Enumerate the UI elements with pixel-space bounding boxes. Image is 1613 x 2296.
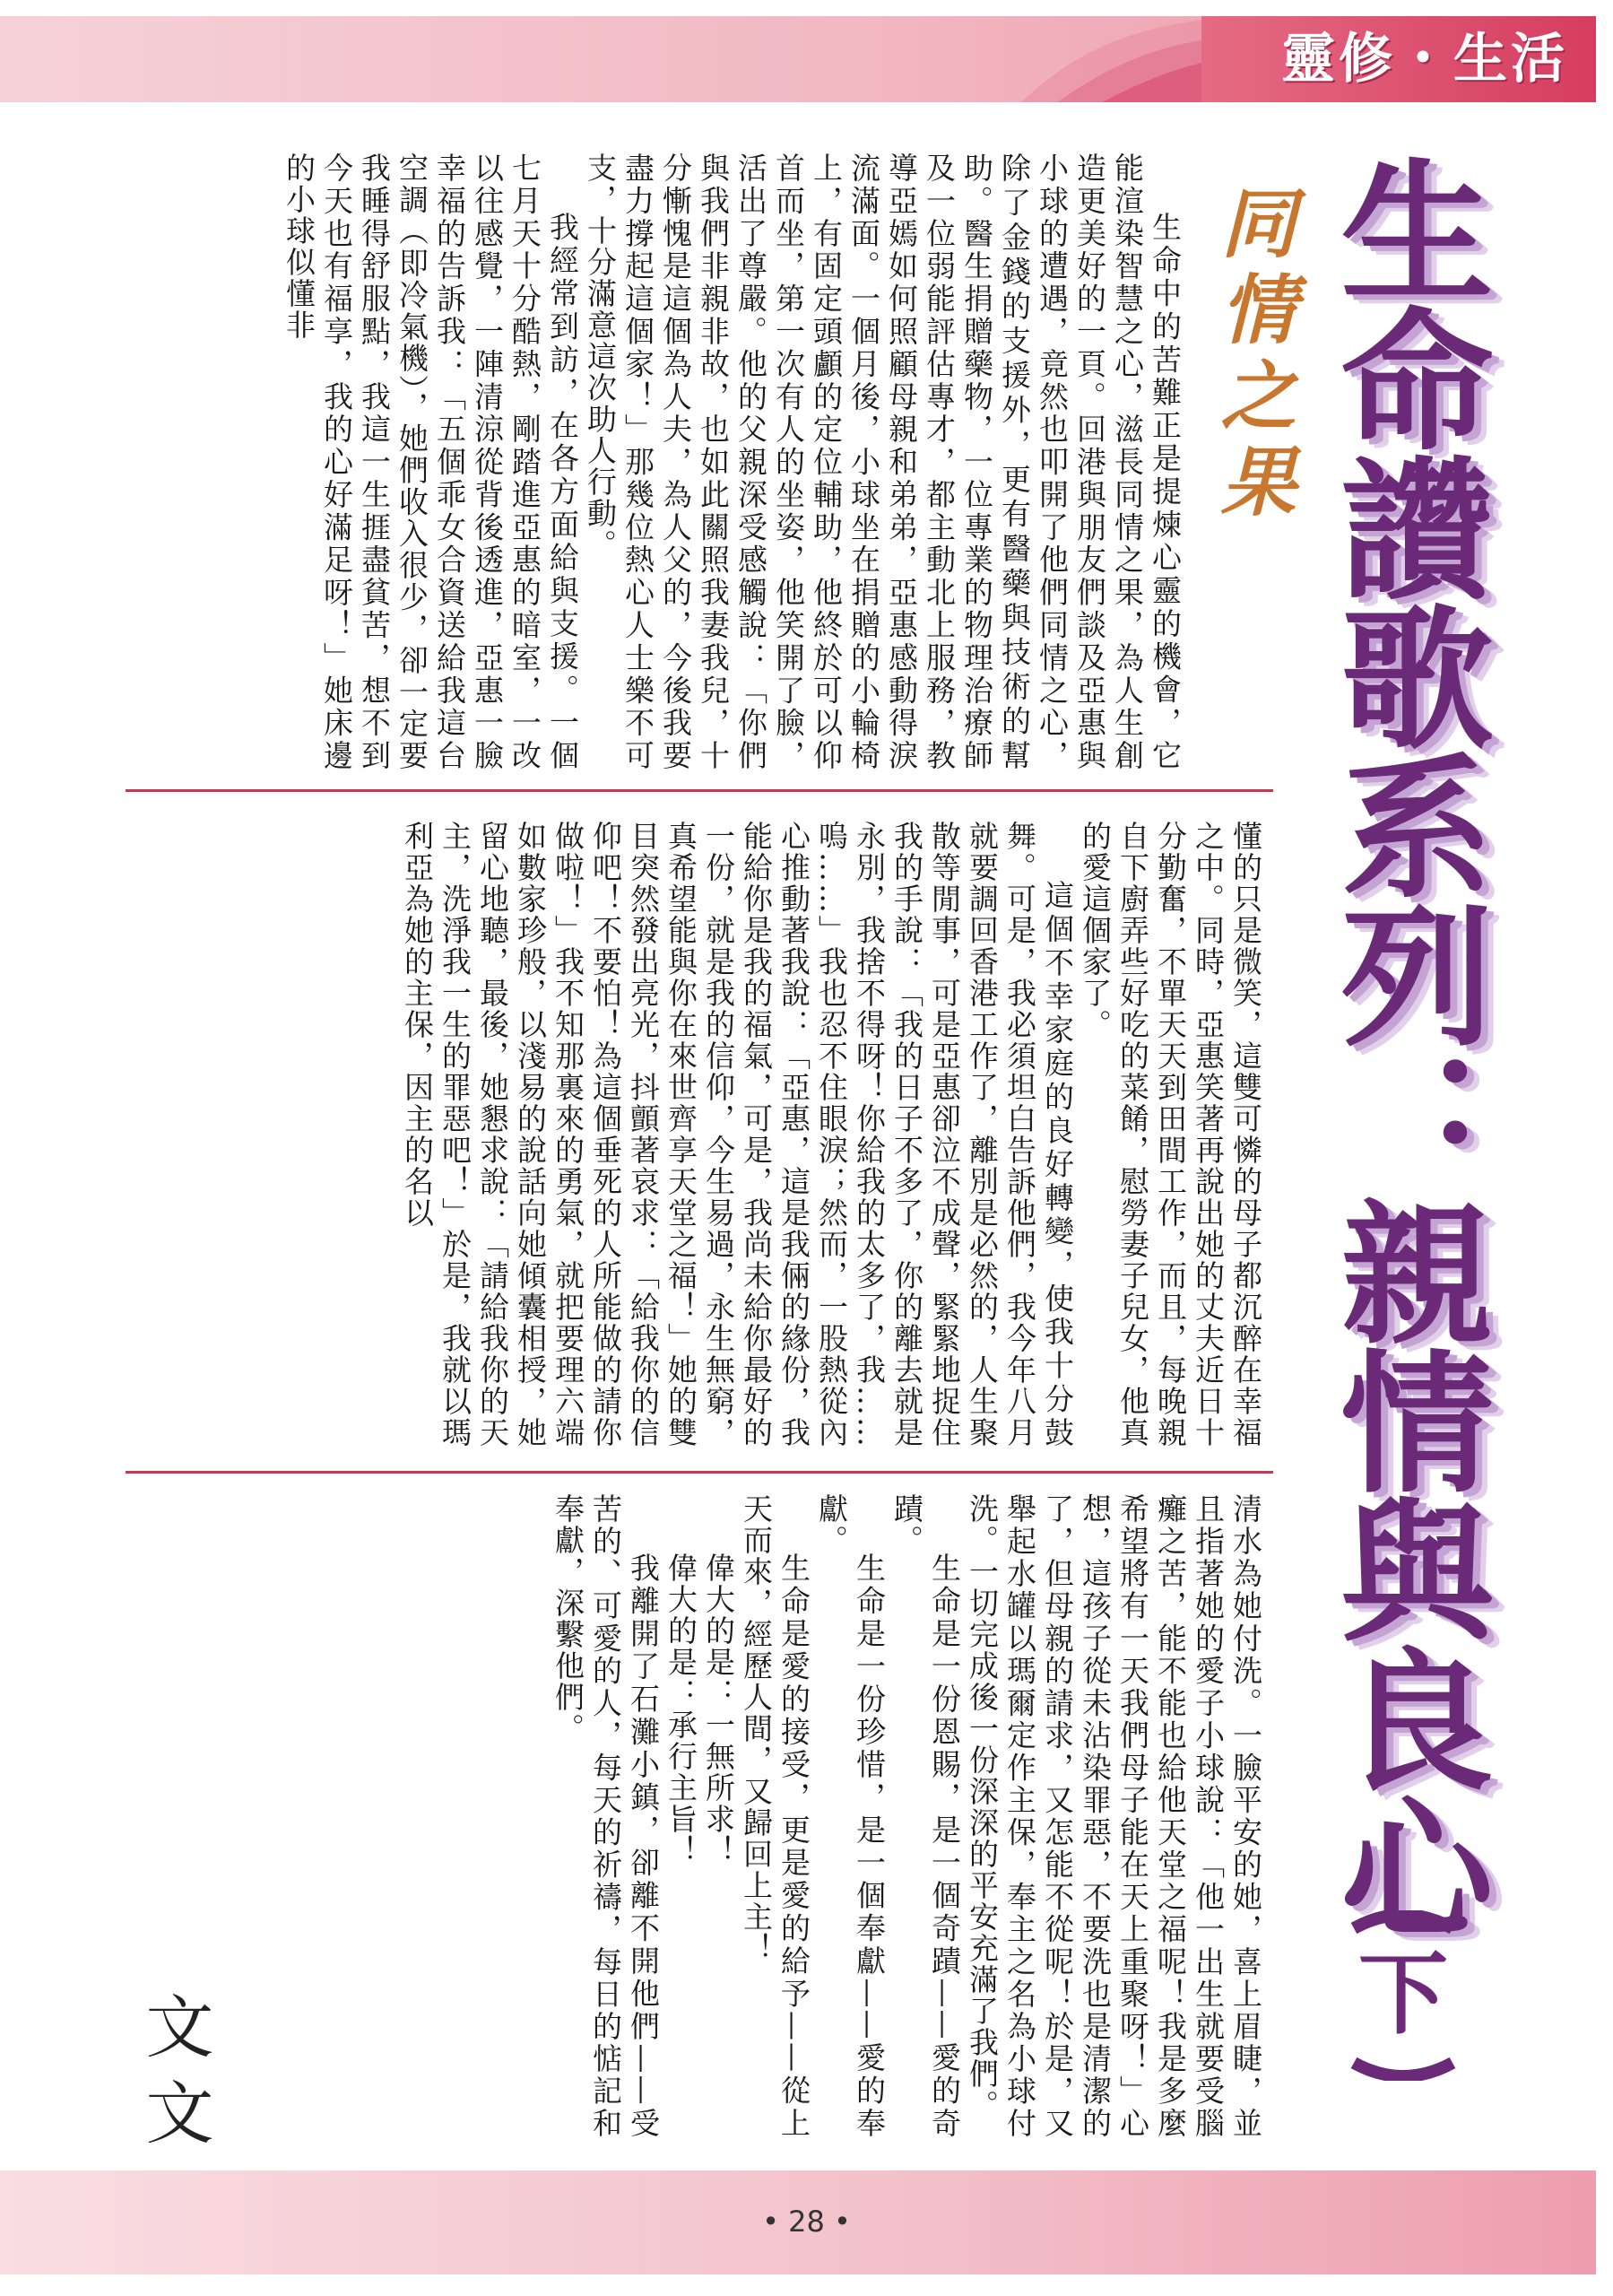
article-subtitle: 同情之果 (1209, 184, 1297, 528)
paragraph: 生命是一份恩賜，是一個奇蹟——愛的奇蹟。 (889, 1493, 962, 2139)
title-paren-text: 下 (1358, 1942, 1448, 2047)
title-paren-decoration (1336, 1910, 1470, 2081)
paragraph: 我離開了石灘小鎮，卻離不開他們——受苦的、可愛的人，每天的祈禱，每日的惦記和奉獻，深繫他們。 (551, 1493, 661, 2139)
paragraph: 生命是愛的接受，更是愛的給予——從上天而來，經歷人間，又歸回上主！ (739, 1493, 811, 2139)
section-divider (126, 1471, 1273, 1474)
section-title: 靈修・生活 (1281, 28, 1568, 91)
paragraph: 生命中的苦難正是提煉心靈的機會，它能渲染智慧之心，滋長同情之果，為人生創造更美好的一頁。回港與朋友們談及亞惠與小球的遭遇，竟然也叩開了他們同情之心，除了金錢的支援外，更有醫藥與技術的幫助。醫生捐贈藥物，一位專業的物理治療師及一位弱能評估專才，都主動北上服務，教導亞嫣如何照顧母親和弟弟，亞惠感動得淚流滿面。一個月後，小球坐在捐贈的小輪椅上，有固定頭顱的定位輔助，他終於可以仰首而坐，第一次有人的坐姿，他笑開了臉，活出了尊嚴。他的父親深受感觸說：「你們與我們非親非故，也如此關照我妻我兒，十分慚愧是這個為人夫，為人父的，今後我要盡力撐起這個家！」那幾位熱心人士樂不可支，十分滿意這次助人行動。 (583, 152, 1183, 771)
paragraph: 懂的只是微笑，這雙可憐的母子都沉醉在幸福之中。同時，亞惠笑著再說出她的丈夫近日十分勤奮，不單天天到田間工作，而且，每晚親自下廚弄些好吃的菜餚，慰勞妻子兒女，他真的愛這個家了。 (1078, 821, 1263, 1448)
section-divider (126, 789, 1273, 792)
page-number: • 28 • (762, 2205, 851, 2239)
paragraph: 清水為她付洗。一臉平安的她，喜上眉睫，並且指著她的愛子小球說：「他一出生就要受腦癱之苦，能不能也給他天堂之福呢！我是多麼希望將有一天我們母子能在天上重聚呀！」心想，這孩子從未沾染罪惡，不要洗也是清潔的了，但母親的請求，又怎能不從呢！於是，又舉起水罐以瑪爾定作主保，奉主之名為小球付洗。一切完成後一份深深的平安充滿了我們。 (965, 1493, 1263, 2139)
body-section-2 (143, 821, 1264, 1448)
article-title: 生命讚歌系列：親情與良心 (1314, 152, 1492, 1939)
paragraph: 我經常到訪，在各方面給與支援。一個七月天十分酷熱，剛踏進亞惠的暗室，一改以往感覺，一陣清涼從背後透進，亞惠一臉幸福的告訴我：「五個乖女合資送給我這台空調（即冷氣機），她們收入很少，卻一定要我睡得舒服點，我這一生捱盡貧苦，想不到今天也有福享，我的心好滿足呀！」她床邊的小球似懂非 (282, 152, 580, 771)
author-name: 文文 (134, 1991, 214, 2163)
paragraph: 生命是一份珍惜，是一個奉獻——愛的奉獻。 (814, 1493, 887, 2139)
paragraph: 偉大的是：一無所求！ (701, 1552, 736, 1866)
paragraph: 偉大的是：承行主旨！ (663, 1552, 698, 1866)
body-section-1 (143, 152, 1184, 771)
paragraph: 這個不幸家庭的良好轉變，使我十分鼓舞。可是，我必須坦白告訴他們，我今年八月就要調回香港工作了，離別是必然的，人生聚散等閒事，可是亞惠卻泣不成聲，緊緊地捉住我的手說：「我的日子不多了，你的離去就是永別，我捨不得呀！你給我的太多了，我……嗚……」我也忍不住眼淚；然而，一股熱從內心推動著我說：「亞惠，這是我倆的緣份，我能給你是我的福氣，可是，我尚未給你最好的一份，就是我的信仰，今生易過，永生無窮，真希望能與你在來世齊享天堂之福！」她的雙目突然發出亮光，抖顫著哀求：「給我你的信仰吧！不要怕！為這個垂死的人所能做的請你做啦！」我不知那裏來的勇氣，就把要理六端如數家珍般，以淺易的說話向她傾囊相授，她留心地聽，最後，她懇求說：「請給我你的天主，洗淨我一生的罪惡吧！」於是，我就以瑪利亞為她的主保，因主的名以 (400, 821, 1075, 1448)
body-section-3 (296, 1493, 1264, 2139)
